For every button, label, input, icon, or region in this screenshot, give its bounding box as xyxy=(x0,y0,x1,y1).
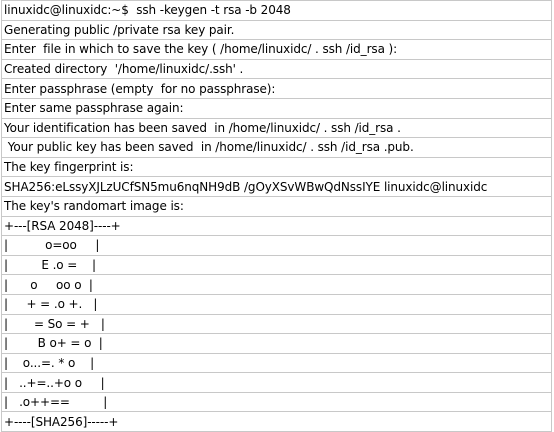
terminal-line-text: Your identification has been saved in /home/linuxidc/ . ssh /id_rsa . xyxy=(2,118,552,138)
terminal-line xyxy=(2,157,552,177)
terminal-line xyxy=(2,392,552,412)
terminal-line-text: The key fingerprint is: xyxy=(2,157,552,177)
terminal-line xyxy=(2,177,552,197)
terminal-line-text: | .o++== | xyxy=(2,392,552,412)
terminal-line xyxy=(2,412,552,432)
terminal-line-text: The key's randomart image is: xyxy=(2,196,552,216)
terminal-line xyxy=(2,314,552,334)
terminal-line-text: | B o+ = o | xyxy=(2,334,552,354)
terminal-line-text: +----[SHA256]-----+ xyxy=(2,412,552,432)
terminal-line xyxy=(2,216,552,236)
terminal-line-text: Enter passphrase (empty for no passphrase): xyxy=(2,79,552,99)
terminal-line-text: Created directory '/home/linuxidc/.ssh' . xyxy=(2,59,552,79)
terminal-line-text: | o=oo | xyxy=(2,236,552,256)
terminal-line xyxy=(2,334,552,354)
terminal-line-text: Generating public /private rsa key pair. xyxy=(2,20,552,40)
terminal-line-text: | ..+=..+o o | xyxy=(2,373,552,393)
terminal-line-text: | o oo o | xyxy=(2,275,552,295)
terminal-line xyxy=(2,294,552,314)
terminal-line xyxy=(2,255,552,275)
terminal-line-text: linuxidc@linuxidc:~$ ssh -keygen -t rsa -b 2048 xyxy=(2,1,552,21)
terminal-output-table xyxy=(1,0,552,432)
terminal-line-text: +---[RSA 2048]----+ xyxy=(2,216,552,236)
terminal-line xyxy=(2,98,552,118)
terminal-line xyxy=(2,79,552,99)
terminal-line xyxy=(2,236,552,256)
terminal-line xyxy=(2,118,552,138)
terminal-line xyxy=(2,138,552,158)
terminal-line xyxy=(2,59,552,79)
terminal-line xyxy=(2,20,552,40)
terminal-line-text: | E .o = | xyxy=(2,255,552,275)
terminal-line-text: Enter file in which to save the key ( /home/linuxidc/ . ssh /id_rsa ): xyxy=(2,40,552,60)
terminal-line xyxy=(2,40,552,60)
terminal-line xyxy=(2,275,552,295)
terminal-line xyxy=(2,373,552,393)
terminal-line-text: | o...=. * o | xyxy=(2,353,552,373)
terminal-line xyxy=(2,196,552,216)
terminal-line-text: Your public key has been saved in /home/linuxidc/ . ssh /id_rsa .pub. xyxy=(2,138,552,158)
terminal-line-text: | = So = + | xyxy=(2,314,552,334)
terminal-line-text: | + = .o +. | xyxy=(2,294,552,314)
terminal-line xyxy=(2,353,552,373)
terminal-line xyxy=(2,1,552,21)
terminal-line-text: Enter same passphrase again: xyxy=(2,98,552,118)
terminal-line-text: SHA256:eLssyXJLzUCfSN5mu6nqNH9dB /gOyXSvWBwQdNssIYE linuxidc@linuxidc xyxy=(2,177,552,197)
